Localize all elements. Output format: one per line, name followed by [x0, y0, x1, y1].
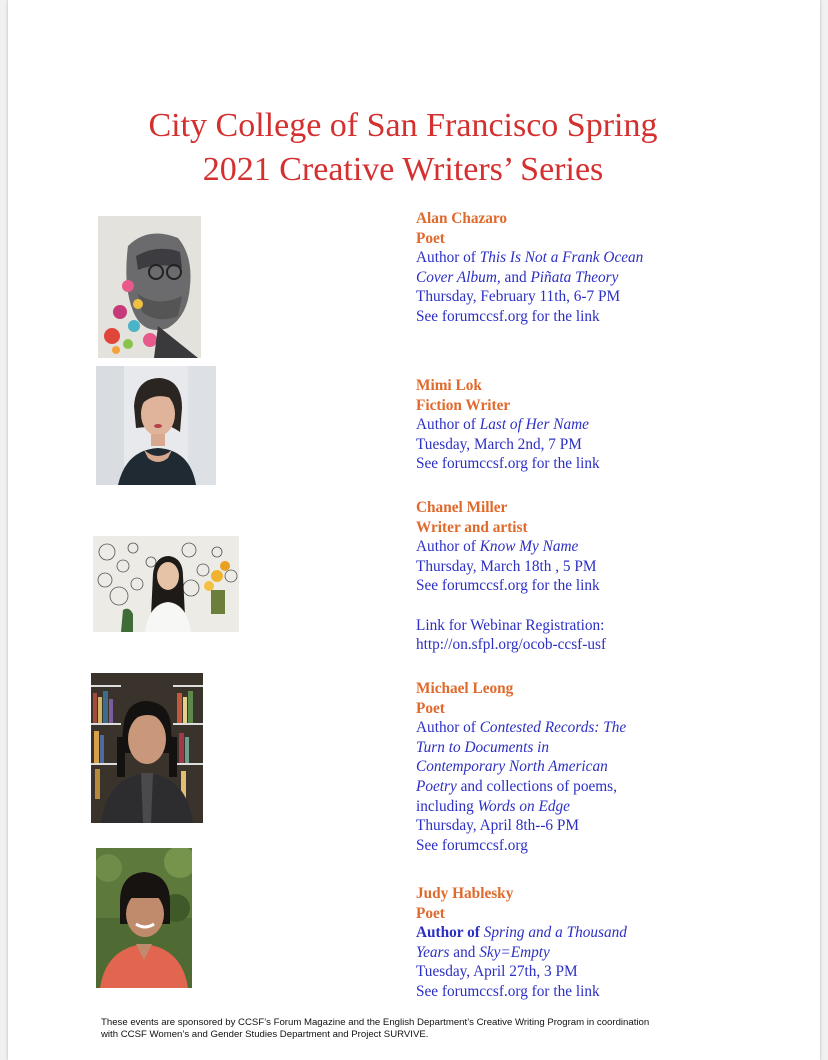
writer-entry-michael-leong: Michael Leong Poet Author of Contested Records: The Turn to Documents in Contemporary North American Poetry and collections of poems, including Words on Edge Thursday, April 8th--6 PM See forumccsf.org [416, 679, 716, 855]
portrait-photo-image [93, 536, 239, 632]
writer-photo-mimi-lok [96, 366, 216, 485]
writer-role: Fiction Writer [416, 396, 511, 414]
writer-name: Alan Chazaro [416, 210, 508, 227]
writer-photo-alan-chazaro [98, 216, 201, 358]
writer-role: Poet [416, 904, 445, 922]
webinar-link[interactable]: http://on.sfpl.org/ocob-ccsf-usf [416, 636, 607, 654]
writer-entry-chanel-miller [416, 498, 716, 655]
writer-role: Poet [416, 229, 445, 247]
writer-photo-chanel-miller [93, 536, 239, 632]
event-date: Thursday, March 18th , 5 PM [416, 557, 597, 575]
page-title [8, 104, 798, 192]
writer-entry-mimi-lok [416, 376, 716, 474]
event-date: Thursday, February 11th, 6-7 PM [416, 288, 621, 306]
footer-line-1: These events are sponsored by CCSF’s Forum Magazine and the English Department’s Creative Writing Program in coordination [101, 1017, 650, 1028]
title-line-1: City College of San Francisco Spring [148, 107, 658, 144]
event-date: Tuesday, March 2nd, 7 PM [416, 435, 582, 453]
portrait-photo-image [91, 673, 203, 823]
writer-entry-alan-chazaro: Alan Chazaro Poet Author of This Is Not a Frank Ocean Cover Album, and Piñata Theory Thursday, February 11th, 6-7 PM See forumccsf.org for the link [416, 209, 716, 327]
event-link-note: See forumccsf.org for the link [416, 307, 600, 325]
portrait-photo-image [96, 366, 216, 485]
sponsor-footer [101, 1017, 761, 1041]
event-link-note: See forumccsf.org for the link [416, 577, 600, 595]
portrait-photo-image [96, 848, 192, 988]
footer-line-2: with CCSF Women’s and Gender Studies Department and Project SURVIVE. [101, 1029, 429, 1040]
writer-name: Chanel Miller [416, 499, 508, 516]
webinar-label: Link for Webinar Registration: [416, 616, 605, 634]
event-link-note: See forumccsf.org for the link [416, 982, 600, 1000]
writer-name: Michael Leong [416, 680, 514, 697]
writer-name: Mimi Lok [416, 377, 482, 394]
writer-books: Author of Spring and a Thousand [416, 924, 627, 942]
illustrated-portrait-image [98, 216, 201, 358]
writer-photo-judy-hablesky [96, 848, 192, 988]
writer-books: Author of Last of Her Name [416, 416, 589, 434]
event-date: Thursday, April 8th--6 PM [416, 817, 580, 835]
writer-books: Author of This Is Not a Frank Ocean [416, 249, 644, 267]
document-page [8, 0, 820, 1060]
event-link-note: See forumccsf.org [416, 836, 528, 854]
writer-role: Poet [416, 699, 445, 717]
event-link-note: See forumccsf.org for the link [416, 455, 600, 473]
writer-role: Writer and artist [416, 518, 528, 536]
event-date: Tuesday, April 27th, 3 PM [416, 963, 578, 981]
writer-books: Author of Know My Name [416, 538, 579, 556]
writer-name: Judy Hablesky [416, 885, 514, 902]
writer-entry-judy-hablesky: Judy Hablesky Poet Author of Spring and a Thousand Years and Sky=Empty Tuesday, April 27th, 3 PM See forumccsf.org for the link [416, 884, 716, 1002]
writer-photo-michael-leong [91, 673, 203, 823]
writer-books: Author of Contested Records: The [416, 719, 627, 737]
title-line-2: 2021 Creative Writers’ Series [202, 151, 604, 188]
